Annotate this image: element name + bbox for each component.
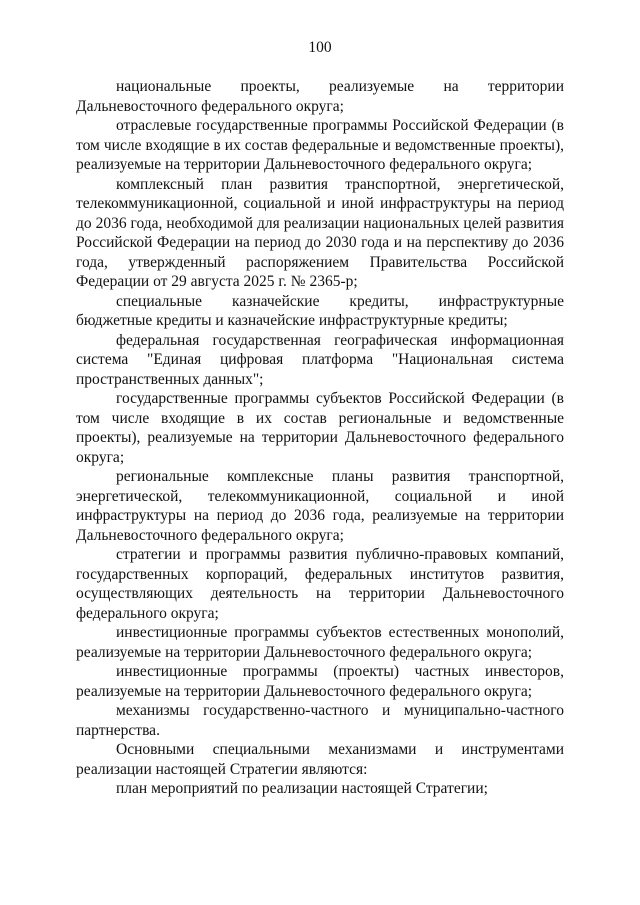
paragraph-partnership-mechanisms: механизмы государственно-частного и муниципально-частного партнерства.	[76, 702, 564, 739]
paragraph-treasury-credits: специальные казначейские кредиты, инфраструктурные бюджетные кредиты и казначейские инфраструктурные кредиты;	[76, 292, 564, 329]
paragraph-geo-information-system: федеральная государственная географическая информационная система "Единая цифровая платформа "Национальная система пространственных данных";	[76, 331, 564, 388]
paragraph-regional-programs: государственные программы субъектов Российской Федерации (в том числе входящие в их состав региональные и ведомственные проекты), реализуемые на территории Дальневосточного федерального округа;	[76, 390, 564, 466]
paragraph-sectoral-programs: отраслевые государственные программы Российской Федерации (в том числе входящие в их состав федеральные и ведомственные проекты), реализуемые на территории Дальневосточного федерального округа;	[76, 117, 564, 173]
paragraph-national-projects: национальные проекты, реализуемые на территории Дальневосточного федерального округа;	[76, 78, 564, 115]
page-number: 100	[308, 39, 332, 56]
paragraph-special-mechanisms: Основными специальными механизмами и инструментами реализации настоящей Стратегии являются:	[76, 741, 564, 778]
paragraph-private-investors: инвестиционные программы (проекты) частных инвесторов, реализуемые на территории Дальневосточного федерального округа;	[76, 663, 564, 700]
paragraph-monopoly-programs: инвестиционные программы субъектов естественных монополий, реализуемые на территории Дальневосточного федерального округа;	[76, 624, 564, 661]
document-body	[76, 77, 564, 799]
paragraph-comprehensive-plan: комплексный план развития транспортной, энергетической, телекоммуникационной, социальной и иной инфраструктуры на период до 2036 года, необходимой для реализации национальных целей развития Российской Федерации на период до 2030 года и на перспективу до 2036 года, утвержденный распоряжением Правительства Российской Федерации от 29 августа 2025 г. № 2365-р;	[76, 175, 564, 290]
paragraph-action-plan: план мероприятий по реализации настоящей Стратегии;	[116, 780, 488, 797]
paragraph-corporate-strategies: стратегии и программы развития публично-правовых компаний, государственных корпораций, федеральных институтов развития, осуществляющих деятельность на территории Дальневосточного федерального округа;	[76, 546, 564, 622]
paragraph-regional-plans: региональные комплексные планы развития транспортной, энергетической, телекоммуникационной, социальной и иной инфраструктуры на период до 2036 года, реализуемые на территории Дальневосточного федерального округа;	[76, 468, 564, 544]
